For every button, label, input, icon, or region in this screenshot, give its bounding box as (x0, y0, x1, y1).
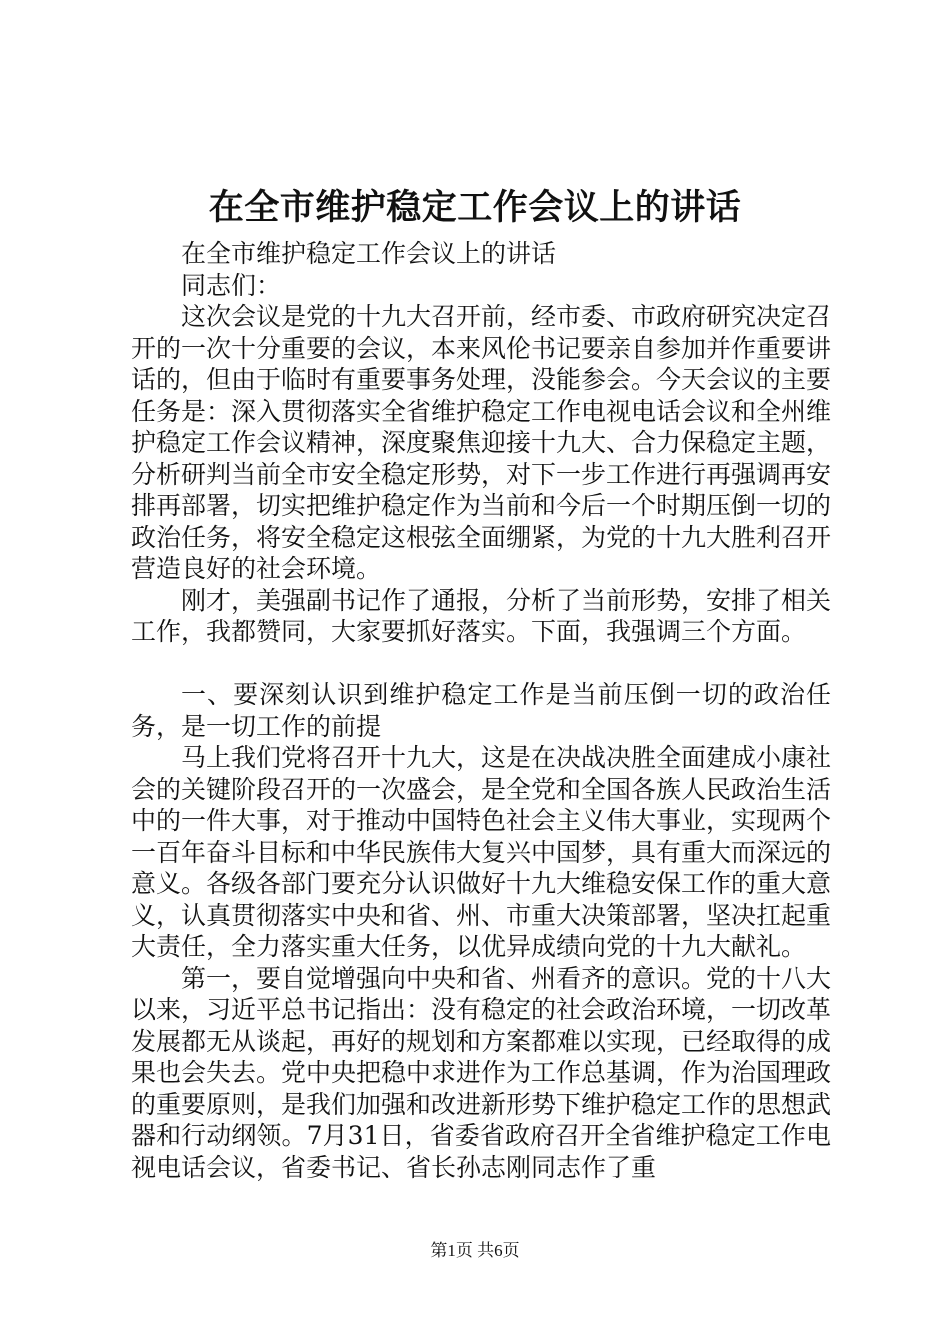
section-heading-1: 一、要深刻认识到维护稳定工作是当前压倒一切的政治任务，是一切工作的前提 (131, 680, 831, 741)
paragraph-agreement: 刚才，美强副书记作了通报，分析了当前形势，安排了相关工作，我都赞同，大家要抓好落实。下面，我强调三个方面。 (131, 585, 832, 646)
paragraph-intro: 这次会议是党的十九大召开前，经市委、市政府研究决定召开的一次十分重要的会议，本来风伦书记要亲自参加并作重要讲话的，但由于临时有重要事务处理，没能参会。今天会议的主要任务是：深入贯彻落实全省维护稳定工作电视电话会议和全州维护稳定工作会议精神，深度聚焦迎接十九大、合力保稳定主题，分析研判当前全市安全稳定形势，对下一步工作进行再强调再安排再部署，切实把维护稳定作为当前和今后一个时期压倒一切的政治任务，将安全稳定这根弦全面绷紧，为党的十九大胜利召开营造良好的社会环境。 (131, 302, 832, 583)
subtitle-line: 在全市维护稳定工作会议上的讲话 (181, 239, 557, 268)
document-body (131, 238, 831, 1183)
salutation: 同志们： (181, 270, 282, 300)
page-number-footer: 第1页 共6页 (430, 1241, 520, 1260)
paragraph-first-point: 第一，要自觉增强向中央和省、州看齐的意识。党的十八大以来，习近平总书记指出：没有稳定的社会政治环境，一切改革发展都无从谈起，再好的规划和方案都难以实现，已经取得的成果也会失去。党中央把稳中求进作为工作总基调，作为治国理政的重要原则，是我们加强和改进新形势下维护稳定工作的思想武器和行动纲领。7月31日，省委省政府召开全省维护稳定工作电视电话会议，省委书记、省长孙志刚同志作了重 (131, 963, 832, 1182)
paragraph-spacer (131, 648, 831, 680)
document-title: 在全市维护稳定工作会议上的讲话 (208, 187, 742, 228)
paragraph-congress: 马上我们党将召开十九大，这是在决战决胜全面建成小康社会的关键阶段召开的一次盛会，是全党和全国各族人民政治生活中的一件大事，对于推动中国特色社会主义伟大事业，实现两个一百年奋斗目标和中华民族伟大复兴中国梦，具有重大而深远的意义。各级各部门要充分认识做好十九大维稳安保工作的重大意义，认真贯彻落实中央和省、州、市重大决策部署，坚决扛起重大责任，全力落实重大任务，以优异成绩向党的十九大献礼。 (131, 743, 832, 961)
